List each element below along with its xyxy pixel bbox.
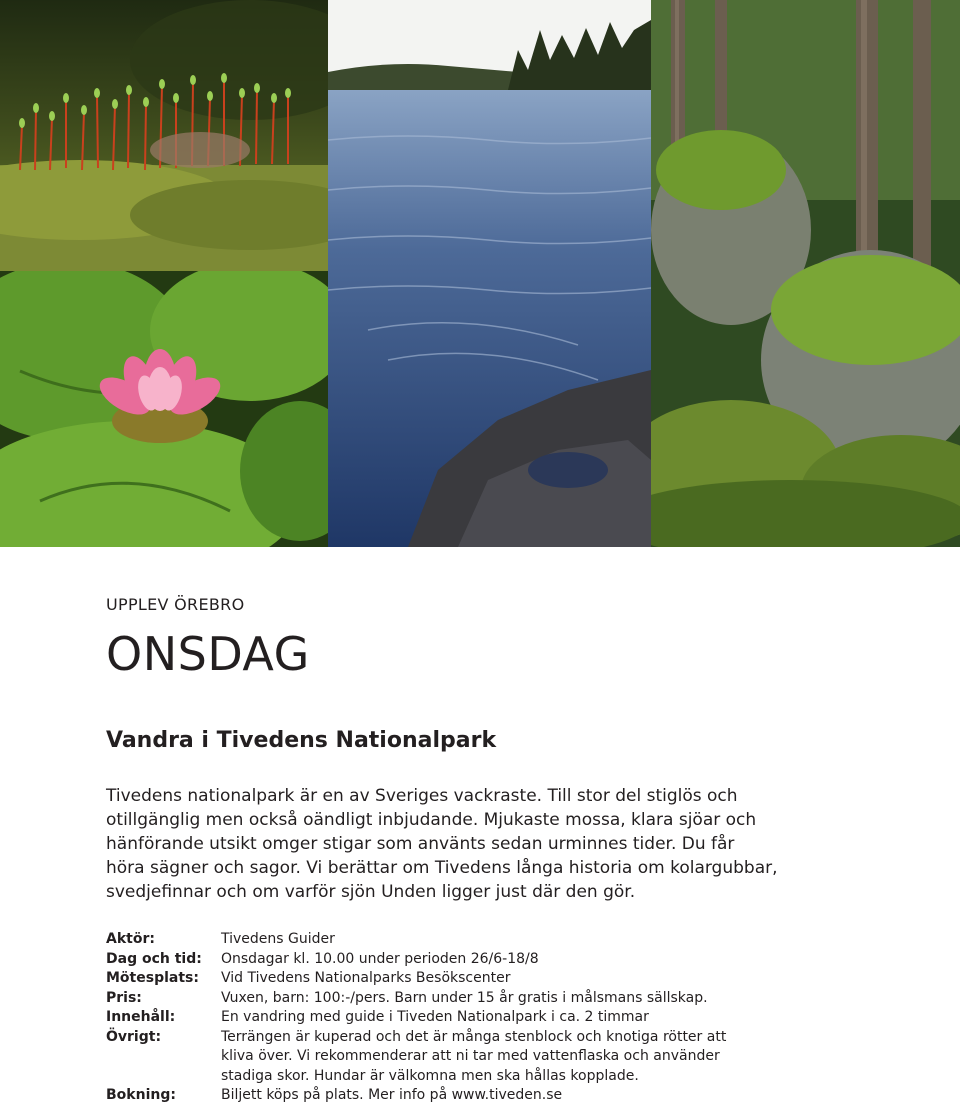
- section-eyebrow: UPPLEV ÖREBRO: [106, 595, 245, 614]
- fact-label: Mötesplats:: [106, 970, 199, 986]
- fact-value: Vuxen, barn: 100:-/pers. Barn under 15 år gratis i målsmans sällskap.: [221, 989, 708, 1006]
- fact-value-line: kliva över. Vi rekommenderar att ni tar med vattenflaska och använder: [221, 1048, 720, 1064]
- description-line: svedjefinnar och om varför sjön Unden ligger just där den gör.: [106, 882, 636, 902]
- fact-list: [106, 930, 726, 1106]
- fact-day-time: [106, 950, 726, 970]
- description-line: hänförande utsikt omger stigar som använts sedan urminnes tider. Du får: [106, 834, 735, 854]
- fact-value-line: stadiga skor. Hundar är välkomna men ska hållas kopplade.: [221, 1067, 639, 1084]
- description-line: otillgänglig men också oändligt inbjudande. Mjukaste mossa, klara sjöar och: [106, 810, 757, 830]
- activity-description: [106, 784, 778, 904]
- fact-value: En vandring med guide i Tiveden Nationalpark i ca. 2 timmar: [221, 1009, 649, 1025]
- fact-label: Pris:: [106, 989, 142, 1006]
- fact-value: [221, 1028, 726, 1087]
- moss-sporophytes-photo: [0, 0, 328, 271]
- fact-label: Bokning:: [106, 1087, 176, 1103]
- fact-meeting-place: [106, 969, 726, 989]
- mossy-boulders-forest-photo: [651, 0, 960, 547]
- fact-value: Tivedens Guider: [221, 931, 335, 947]
- fact-booking: [106, 1086, 726, 1106]
- fact-label: Innehåll:: [106, 1009, 176, 1025]
- page-title: ONSDAG: [106, 627, 310, 681]
- fact-other: [106, 1028, 726, 1087]
- fact-content: [106, 1008, 726, 1028]
- fact-value-line: Terrängen är kuperad och det är många stenblock och knotiga rötter att: [221, 1028, 727, 1045]
- photo-collage: [0, 0, 960, 547]
- fact-label: Dag och tid:: [106, 950, 202, 967]
- fact-actor: [106, 930, 726, 950]
- fact-price: [106, 989, 726, 1009]
- description-line: höra sägner och sagor. Vi berättar om Tivedens långa historia om kolargubbar,: [106, 858, 778, 878]
- fact-value: Biljett köps på plats. Mer info på www.tiveden.se: [221, 1087, 563, 1103]
- lake-shore-photo: [328, 0, 651, 547]
- water-lily-photo: [0, 271, 328, 547]
- fact-value: Onsdagar kl. 10.00 under perioden 26/6-18/8: [221, 950, 539, 967]
- fact-label: Övrigt:: [106, 1028, 162, 1045]
- description-line: Tivedens nationalpark är en av Sveriges vackraste. Till stor del stiglös och: [106, 786, 738, 806]
- fact-value: Vid Tivedens Nationalparks Besökscenter: [221, 970, 511, 986]
- fact-label: Aktör:: [106, 931, 155, 947]
- activity-heading: Vandra i Tivedens Nationalpark: [106, 728, 497, 753]
